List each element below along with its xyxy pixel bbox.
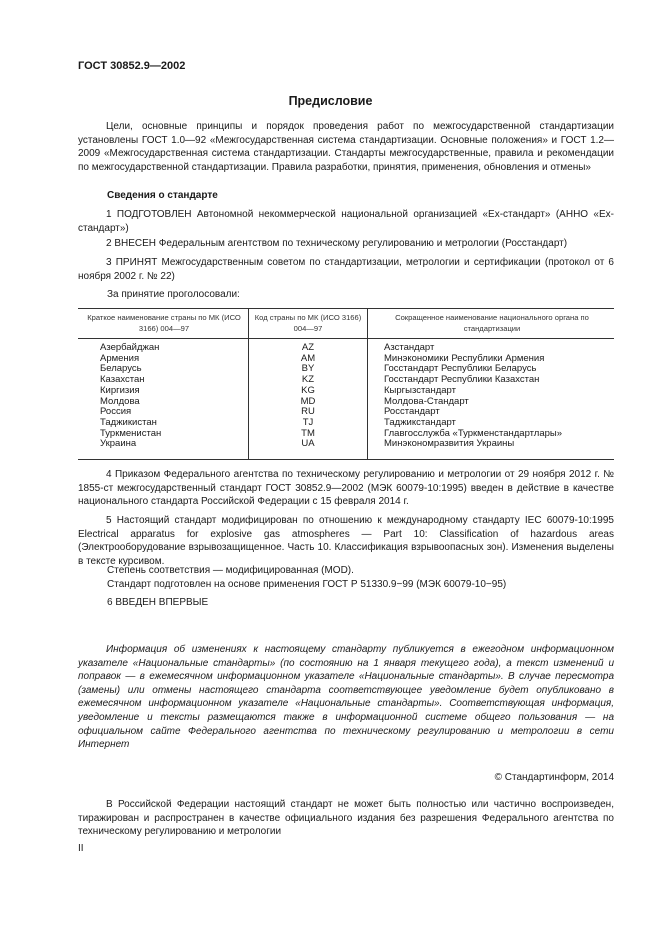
- document-code: ГОСТ 30852.9—2002: [78, 60, 186, 72]
- table-cell-body: Молдова-Стандарт: [384, 395, 469, 407]
- table-cell-country: Таджикистан: [100, 416, 157, 428]
- table-column-bodies: [384, 343, 562, 450]
- table-cell-country: Туркменистан: [100, 427, 162, 439]
- table-cell-country: Армения: [100, 352, 140, 364]
- voted-label: За принятие проголосовали:: [107, 289, 240, 300]
- changes-notice: Информация об изменениях к настоящему стандарту публикуется в ежегодном информационном указателе «Национальные стандарты» (по состоянию на 1 января текущего года), а текст изменений и поправок — в ежемесячном информационном указателе «Национальные стандарты». В случае пересмотра (замены) или отмены настоящего стандарта соответствующее уведомление будет опубликовано в ежемесячном информационном указателе «Национальные стандарты». Соответствующая информация, уведомление и тексты размещаются также в информационной системе общего пользования — на официальном сайте Федерального агентства по техническому регулированию и метрологии в сети Интернет: [78, 644, 614, 751]
- copyright: © Стандартинформ, 2014: [494, 772, 614, 783]
- table-cell-country: Беларусь: [100, 363, 142, 375]
- table-cell-body: Минэкономики Республики Армения: [384, 352, 545, 364]
- item-3: 3 ПРИНЯТ Межгосударственным советом по стандартизации, метрологии и сертификации (протокол от 6 ноября 2002 г. № 22): [78, 257, 614, 282]
- table-top-border: [78, 308, 614, 309]
- item-6: 6 ВВЕДЕН ВПЕРВЫЕ: [107, 597, 209, 608]
- intro-paragraph: Цели, основные принципы и порядок проведения работ по межгосударственной стандартизации установлены ГОСТ 1.0—92 «Межгосударственная система стандартизации. Основные положения» и ГОСТ 1.2—2009 «Межгосударственная система стандартизации. Стандарты межгосударственные, правила и рекомендации по межгосударственной стандартизации. Правила разработки, принятия, применения, обновления и отмены»: [78, 121, 614, 173]
- table-header-border: [78, 338, 614, 339]
- table-cell-code: BY: [301, 363, 315, 375]
- compliance-degree: Степень соответствия — модифицированная (MOD).: [107, 565, 354, 576]
- table-cell-code: UA: [301, 438, 315, 450]
- table-cell-body: Кыргызстандарт: [384, 384, 456, 396]
- table-cell-country: Азербайджан: [100, 342, 160, 353]
- table-cell-country: Киргизия: [100, 384, 140, 396]
- table-cell-code: MD: [300, 395, 316, 407]
- item-1: 1 ПОДГОТОВЛЕН Автономной некоммерческой национальной организацией «Ех-стандарт» (АННО «Ех-стандарт»): [78, 209, 614, 234]
- page-title: Предисловие: [288, 94, 373, 108]
- table-header-code: Код страны по МК (ИСО 3166) 004—97: [254, 313, 362, 333]
- table-cell-body: Росстандарт: [384, 406, 440, 418]
- table-cell-body: Таджикстандарт: [384, 416, 456, 428]
- table-header-country: Краткое наименование страны по МК (ИСО 3166) 004—97: [87, 313, 241, 333]
- info-heading: Сведения о стандарте: [107, 190, 218, 201]
- table-bottom-border: [78, 459, 614, 460]
- table-cell-code: TM: [301, 427, 315, 439]
- table-cell-body: Азстандарт: [384, 342, 435, 353]
- item-4: 4 Приказом Федерального агентства по техническому регулированию и метрологии от 29 ноября 2012 г. № 1855-ст межгосударственный стандарт ГОСТ 30852.9—2002 (МЭК 60079-10:1995) введен в действие в качестве национального стандарта Российской Федерации с 15 февраля 2014 г.: [78, 469, 614, 508]
- table-cell-country: Украина: [100, 438, 137, 450]
- item-2: 2 ВНЕСЕН Федеральным агентством по техническому регулированию и метрологии (Росстандарт): [106, 238, 568, 249]
- table-cell-code: RU: [301, 406, 315, 418]
- table-header-body: Сокращенное наименование национального органа по стандартизации: [395, 313, 589, 333]
- table-cell-code: KG: [301, 384, 315, 396]
- table-column-countries: [100, 343, 161, 450]
- table-cell-country: Россия: [100, 406, 132, 418]
- table-cell-body: Госстандарт Республики Казахстан: [384, 374, 540, 386]
- table-cell-code: AZ: [301, 342, 315, 353]
- page-number: II: [78, 843, 84, 854]
- table-cell-country: Молдова: [100, 395, 140, 407]
- table-cell-country: Казахстан: [100, 374, 145, 386]
- table-cell-body: Минэкономразвития Украины: [384, 438, 515, 450]
- table-cell-body: Госстандарт Республики Беларусь: [384, 363, 537, 375]
- table-cell-code: KZ: [301, 374, 315, 386]
- table-cell-body: Главгосслужба «Туркменстандартлары»: [384, 427, 563, 439]
- table-divider-2: [367, 308, 368, 459]
- item-5: 5 Настоящий стандарт модифицирован по отношению к международному стандарту IEC 60079-10:1995 Electrical apparatus for explosive gas atmospheres — Part 10: Classification of hazardous areas (Электрооборудование взрывозащищенное. Часть 10. Классификация взрывоопасных зон). Изменения выделены в тексте курсивом.: [78, 515, 614, 567]
- reproduction-restriction: В Российской Федерации настоящий стандарт не может быть полностью или частично воспроизведен, тиражирован и распространен в качестве официального издания без разрешения Федерального агентства по техническому регулированию и метрологии: [78, 799, 614, 838]
- table-column-codes: [249, 343, 367, 450]
- table-cell-code: TJ: [302, 416, 314, 428]
- table-cell-code: AM: [300, 352, 316, 364]
- prepared-basis: Стандарт подготовлен на основе применения ГОСТ Р 51330.9−99 (МЭК 60079-10−95): [107, 579, 507, 590]
